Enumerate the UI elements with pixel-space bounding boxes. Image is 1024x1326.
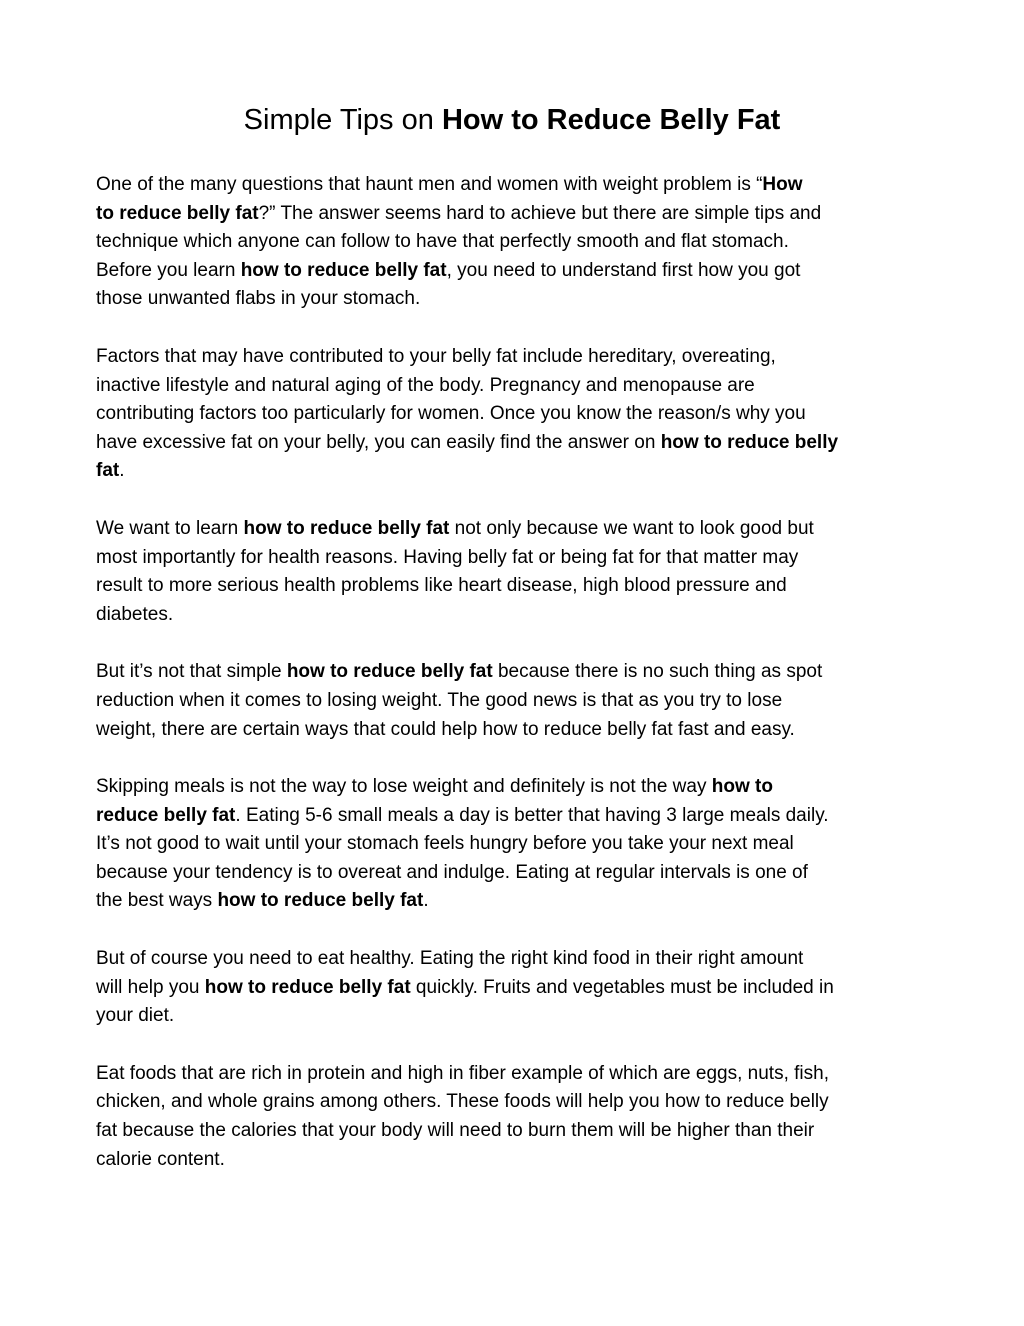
text-line xyxy=(96,773,932,802)
text-line xyxy=(96,200,932,229)
bold-keyword: how to reduce belly fat xyxy=(286,661,493,683)
text-line xyxy=(96,830,932,859)
paragraph xyxy=(96,171,932,314)
text-run: . xyxy=(119,460,125,482)
text-line xyxy=(96,171,932,200)
page-title xyxy=(0,100,1024,140)
document-body xyxy=(96,171,932,1203)
text-run: technique which anyone can follow to have that perfectly smooth and flat stomach. xyxy=(96,231,789,253)
bold-keyword: how to reduce belly fat xyxy=(217,890,424,912)
bold-keyword: to reduce belly fat xyxy=(96,202,259,224)
text-line xyxy=(96,716,932,745)
text-run: will help you xyxy=(96,976,205,998)
text-run: Eat foods that are rich in protein and high in fiber example of which are eggs, nuts, fish, xyxy=(96,1062,829,1084)
text-run: . xyxy=(423,890,429,912)
bold-keyword: reduce belly fat xyxy=(96,804,236,826)
text-run: weight, there are certain ways that could help how to reduce belly fat fast and easy. xyxy=(96,718,795,740)
text-run: most importantly for health reasons. Having belly fat or being fat for that matter may xyxy=(96,546,799,568)
text-run: not only because we want to look good but xyxy=(449,517,814,539)
text-line xyxy=(96,429,932,458)
text-run: It’s not good to wait until your stomach feels hungry before you take your next meal xyxy=(96,833,794,855)
text-line xyxy=(96,372,932,401)
text-line xyxy=(96,343,932,372)
text-line xyxy=(96,859,932,888)
text-line xyxy=(96,228,932,257)
title-plain-text: Simple Tips on xyxy=(243,104,442,136)
text-run: But it’s not that simple xyxy=(96,661,287,683)
text-run: contributing factors too particularly for women. Once you know the reason/s why you xyxy=(96,403,806,425)
paragraph xyxy=(96,515,932,629)
text-run: . Eating 5-6 small meals a day is better that having 3 large meals daily. xyxy=(235,804,829,826)
text-line xyxy=(96,285,932,314)
text-line xyxy=(96,1002,932,1031)
text-line xyxy=(96,515,932,544)
text-run: But of course you need to eat healthy. Eating the right kind food in their right amount xyxy=(96,948,804,970)
text-line xyxy=(96,687,932,716)
text-line xyxy=(96,400,932,429)
text-line xyxy=(96,572,932,601)
text-line xyxy=(96,257,932,286)
paragraph xyxy=(96,343,932,486)
text-line xyxy=(96,1088,932,1117)
text-run: , you need to understand first how you got xyxy=(446,259,801,281)
bold-keyword: how to reduce belly fat xyxy=(204,976,411,998)
text-run: result to more serious health problems like heart disease, high blood pressure and xyxy=(96,575,787,597)
title-bold-text: How to Reduce Belly Fat xyxy=(441,104,781,136)
text-run: have excessive fat on your belly, you can easily find the answer on xyxy=(96,431,661,453)
text-line xyxy=(96,802,932,831)
bold-keyword: how to xyxy=(711,776,773,798)
text-line xyxy=(96,1060,932,1089)
text-run: the best ways xyxy=(96,890,218,912)
text-line xyxy=(96,601,932,630)
bold-keyword: fat xyxy=(96,460,120,482)
bold-keyword: how to reduce belly xyxy=(660,431,839,453)
text-line xyxy=(96,1146,932,1175)
text-run: Skipping meals is not the way to lose weight and definitely is not the way xyxy=(96,776,712,798)
text-run: Factors that may have contributed to your belly fat include hereditary, overeating, xyxy=(96,345,776,367)
bold-keyword: how to reduce belly fat xyxy=(240,259,447,281)
bold-keyword: how to reduce belly fat xyxy=(243,517,450,539)
text-run: calorie content. xyxy=(96,1148,225,1170)
text-run: diabetes. xyxy=(96,603,174,625)
text-run: ?” The answer seems hard to achieve but there are simple tips and xyxy=(258,202,822,224)
text-line xyxy=(96,658,932,687)
text-run: reduction when it comes to losing weight. The good news is that as you try to lose xyxy=(96,689,783,711)
text-line xyxy=(96,544,932,573)
text-run: We want to learn xyxy=(96,517,244,539)
text-run: your diet. xyxy=(96,1005,175,1027)
paragraph xyxy=(96,658,932,744)
text-run: because your tendency is to overeat and indulge. Eating at regular intervals is one of xyxy=(96,861,808,883)
text-run: inactive lifestyle and natural aging of the body. Pregnancy and menopause are xyxy=(96,374,755,396)
text-run: fat because the calories that your body will need to burn them will be higher than their xyxy=(96,1120,815,1142)
text-run: One of the many questions that haunt men and women with weight problem is “ xyxy=(96,174,763,195)
text-run: quickly. Fruits and vegetables must be included in xyxy=(410,976,834,998)
paragraph xyxy=(96,773,932,916)
paragraph xyxy=(96,1060,932,1174)
text-line xyxy=(96,945,932,974)
text-line xyxy=(96,457,932,486)
text-run: Before you learn xyxy=(96,259,241,281)
text-run: chicken, and whole grains among others. These foods will help you how to reduce belly xyxy=(96,1091,829,1113)
text-line xyxy=(96,1117,932,1146)
paragraph xyxy=(96,945,932,1031)
text-line xyxy=(96,974,932,1003)
text-run: those unwanted flabs in your stomach. xyxy=(96,288,421,310)
text-run: because there is no such thing as spot xyxy=(492,661,823,683)
text-line xyxy=(96,887,932,916)
bold-keyword: How xyxy=(762,174,803,195)
